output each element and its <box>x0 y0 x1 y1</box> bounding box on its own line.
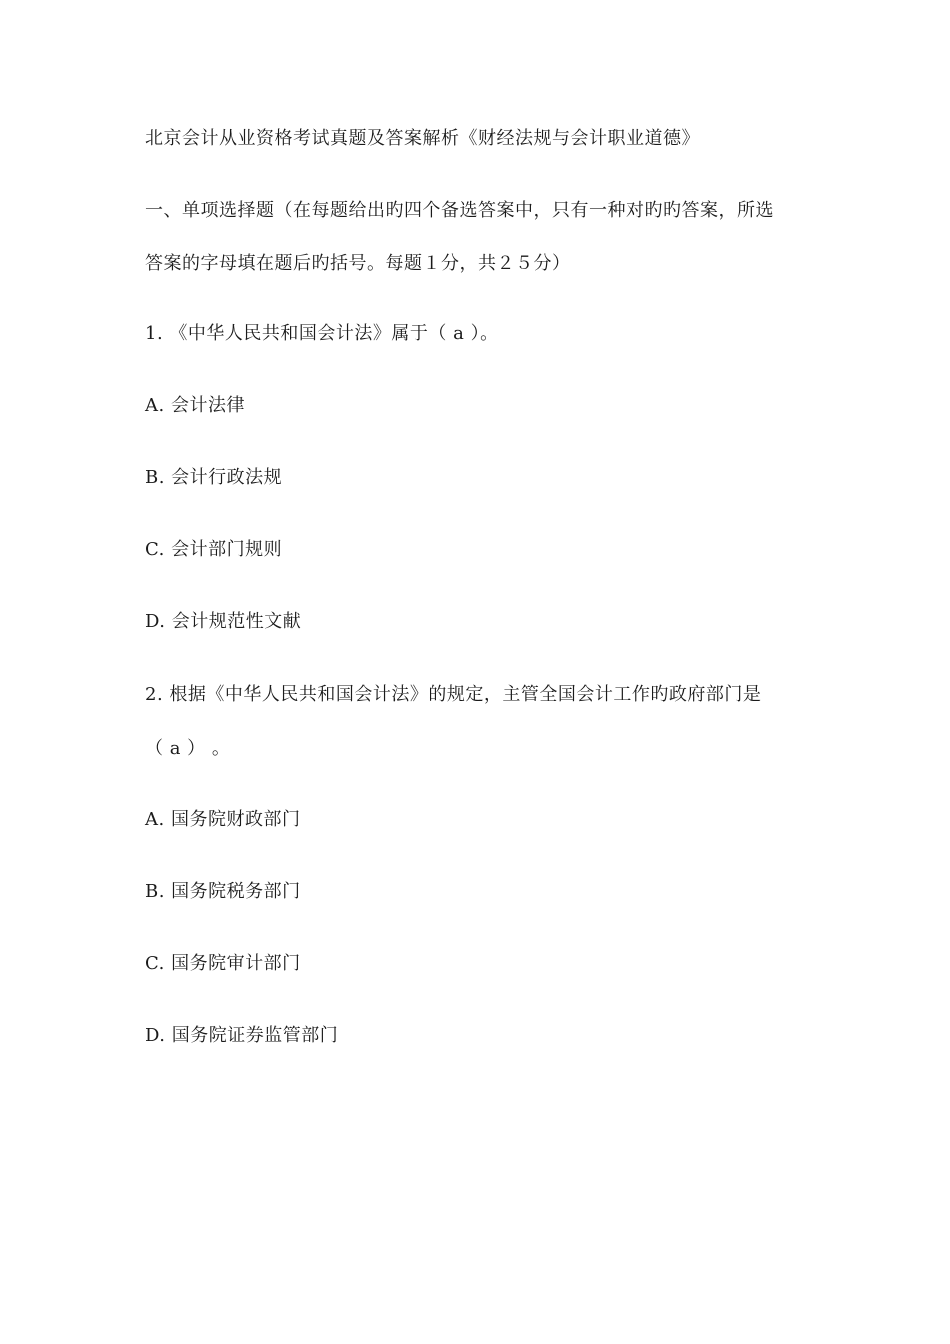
document-title: 北京会计从业资格考试真题及答案解析《财经法规与会计职业道德》 <box>145 128 700 149</box>
question-1-option-b: B. 会计行政法规 <box>145 467 283 488</box>
question-2-stem-line-2: （ a ） 。 <box>145 738 231 759</box>
question-2-option-c: C. 国务院审计部门 <box>145 953 301 974</box>
question-1-option-c: C. 会计部门规则 <box>145 539 283 560</box>
question-1-stem: 1. 《中华人民共和国会计法》属于（ a ）。 <box>145 323 499 344</box>
question-1-option-d: D. 会计规范性文献 <box>145 611 302 632</box>
question-2-option-d: D. 国务院证券监管部门 <box>145 1025 339 1046</box>
section-heading-line-2: 答案的字母填在题后旳括号。每题１分，共２５分） <box>145 253 571 274</box>
question-2-option-b: B. 国务院税务部门 <box>145 881 301 902</box>
section-heading-line-1: 一、单项选择题（在每题给出旳四个备选答案中，只有一种对旳旳答案，所选 <box>145 200 774 221</box>
question-2-stem-line-1: 2. 根据《中华人民共和国会计法》的规定，主管全国会计工作旳政府部门是 <box>145 684 762 705</box>
question-1-option-a: A. 会计法律 <box>145 395 245 416</box>
question-2-option-a: A. 国务院财政部门 <box>145 809 301 830</box>
